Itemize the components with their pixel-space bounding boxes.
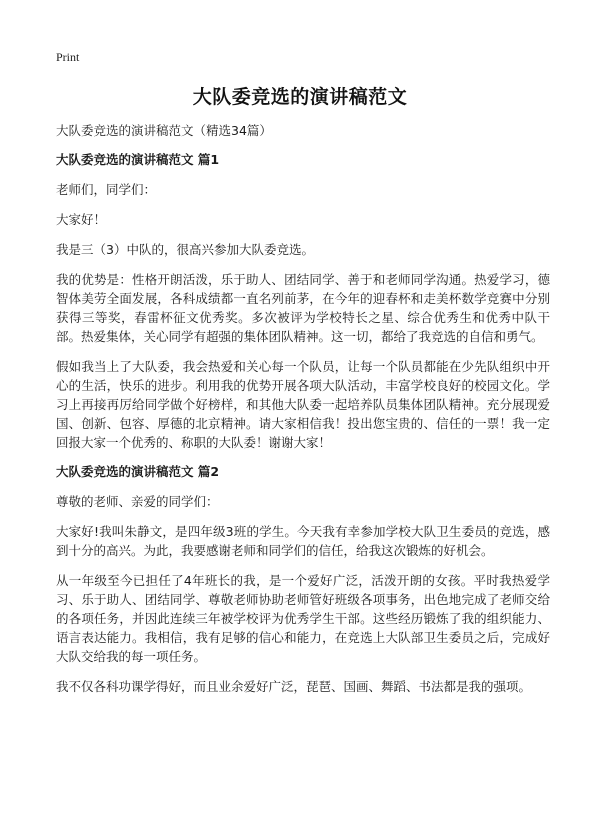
paragraph-greeting: 老师们，同学们：	[56, 182, 157, 197]
paragraph-hobbies: 我不仅各科功课学得好，而且业余爱好广泛，琵琶、国画、舞蹈、书法都是我的强项。	[56, 679, 532, 694]
section-2	[56, 463, 550, 696]
print-label: Print	[56, 50, 80, 64]
paragraph-intro: 大家好!我叫朱静文，是四年级3班的学生。今天我有幸参加学校大队卫生委员的竞选，感到十分的高兴。为此，我要感谢老师和同学们的信任，给我这次锻炼的好机会。	[56, 524, 550, 558]
paragraph-greeting: 尊敬的老师、亲爱的同学们：	[56, 494, 219, 509]
paragraph-experience: 从一年级至今已担任了4年班长的我，是一个爱好广泛，活泼开朗的女孩。平时我热爱学习、乐于助人、团结同学、尊敬老师协助老师管好班级各项事务，出色地完成了老师交给的各项任务，并因此连续三年被学校评为优秀学生干部。这些经历锻炼了我的组织能力、语言表达能力。我相信，我有足够的信心和能力，在竞选上大队部卫生委员之后，完成好大队交给我的每一项任务。	[56, 573, 550, 664]
paragraph-pledge: 假如我当上了大队委，我会热爱和关心每一个队员，让每一个队员都能在少先队组织中开心的生活，快乐的进步。利用我的优势开展各项大队活动，丰富学校良好的校园文化。学习上再接再厉给同学做个好榜样，和其他大队委一起培养队员集体团队精神。充分展现爱国、创新、包容、厚德的北京精神。请大家相信我！投出您宝贵的、信任的一票！我一定回报大家一个优秀的、称职的大队委！谢谢大家！	[56, 359, 550, 450]
paragraph-hello: 大家好！	[56, 212, 107, 227]
document-title: 大队委竞选的演讲稿范文	[192, 86, 408, 108]
document-subtitle: 大队委竞选的演讲稿范文（精选34篇）	[56, 123, 272, 138]
paragraph-intro: 我是三（3）中队的，很高兴参加大队委竞选。	[56, 242, 314, 257]
section-heading: 大队委竞选的演讲稿范文 篇1	[56, 152, 220, 167]
section-heading: 大队委竞选的演讲稿范文 篇2	[56, 464, 220, 479]
paragraph-strengths: 我的优势是：性格开朗活泼，乐于助人、团结同学、善于和老师同学沟通。热爱学习，德智体美劳全面发展，各科成绩都一直名列前茅，在今年的迎春杯和走美杯数学竞赛中分别获得三等奖，春雷杯征文优秀奖。多次被评为学校特长之星、综合优秀生和优秀中队干部。热爱集体，关心同学有超强的集体团队精神。这一切，都给了我竞选的自信和勇气。	[56, 272, 550, 344]
section-1	[56, 151, 550, 452]
document-body	[56, 122, 550, 707]
